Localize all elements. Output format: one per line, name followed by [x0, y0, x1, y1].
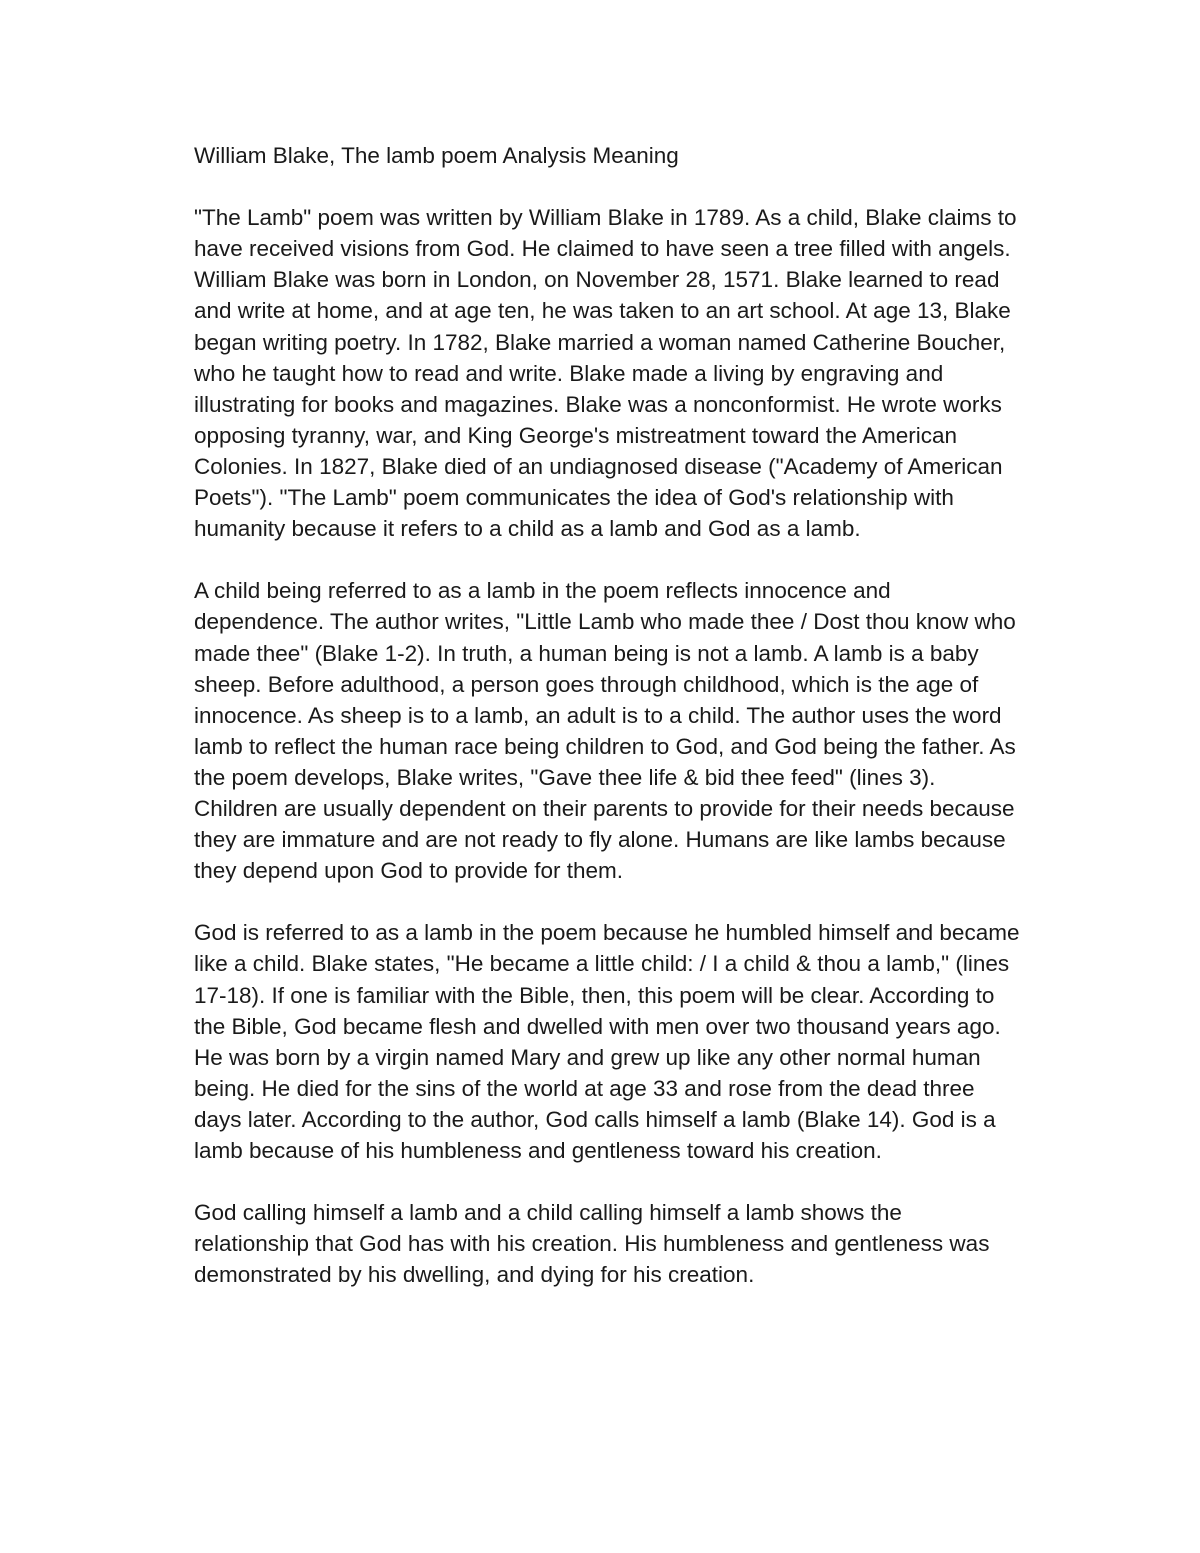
text-line: the Bible, God became flesh and dwelled with men over two thousand years ago.	[194, 1013, 1001, 1039]
paragraph-list	[194, 202, 1074, 1290]
text-line: 17-18). If one is familiar with the Bible, then, this poem will be clear. According to	[194, 982, 995, 1008]
text-line: William Blake was born in London, on November 28, 1571. Blake learned to read	[194, 267, 1000, 293]
text-line: "The Lamb" poem was written by William Blake in 1789. As a child, Blake claims to	[194, 205, 1017, 231]
text-line: Children are usually dependent on their parents to provide for their needs because	[194, 795, 1015, 821]
text-line: they depend upon God to provide for them.	[194, 858, 624, 884]
text-line: innocence. As sheep is to a lamb, an adult is to a child. The author uses the word	[194, 702, 1002, 728]
text-line: He was born by a virgin named Mary and grew up like any other normal human	[194, 1044, 981, 1070]
text-line: sheep. Before adulthood, a person goes through childhood, which is the age of	[194, 671, 979, 697]
text-line: lamb because of his humbleness and gentleness toward his creation.	[194, 1138, 882, 1163]
text-line: they are immature and are not ready to fly alone. Humans are like lambs because	[194, 827, 1006, 853]
text-line: demonstrated by his dwelling, and dying for his creation.	[194, 1262, 755, 1288]
text-line: God is referred to as a lamb in the poem because he humbled himself and became	[194, 920, 1020, 946]
text-line: being. He died for the sins of the world at age 33 and rose from the dead three	[194, 1075, 975, 1101]
text-line: God calling himself a lamb and a child calling himself a lamb shows the	[194, 1200, 902, 1226]
text-line: relationship that God has with his creation. His humbleness and gentleness was	[194, 1231, 990, 1257]
title-line: William Blake, The lamb poem Analysis Meaning	[194, 143, 679, 168]
text-line: lamb to reflect the human race being children to God, and God being the father. As	[194, 733, 1016, 759]
text-line: and write at home, and at age ten, he was taken to an art school. At age 13, Blake	[194, 298, 1011, 324]
text-line: opposing tyranny, war, and King George's mistreatment toward the American	[194, 422, 958, 448]
text-line: A child being referred to as a lamb in the poem reflects innocence and	[194, 578, 891, 604]
paragraph-1	[194, 202, 1074, 544]
text-line: dependence. The author writes, "Little Lamb who made thee / Dost thou know who	[194, 609, 1016, 635]
document-body	[194, 140, 1074, 1322]
text-line: the poem develops, Blake writes, "Gave thee life & bid thee feed" (lines 3).	[194, 764, 936, 790]
text-line: made thee" (Blake 1-2). In truth, a human being is not a lamb. A lamb is a baby	[194, 640, 979, 666]
text-line: have received visions from God. He claimed to have seen a tree filled with angels.	[194, 236, 1011, 262]
text-line: humanity because it refers to a child as a lamb and God as a lamb.	[194, 516, 861, 542]
text-line: like a child. Blake states, "He became a little child: / I a child & thou a lamb," (lines	[194, 951, 1010, 977]
document-title	[194, 140, 1074, 171]
paragraph-2	[194, 575, 1074, 886]
text-line: Colonies. In 1827, Blake died of an undiagnosed disease ("Academy of American	[194, 453, 1003, 479]
paragraph-4	[194, 1197, 1074, 1290]
paragraph-3	[194, 917, 1074, 1166]
text-line: days later. According to the author, God calls himself a lamb (Blake 14). God is a	[194, 1106, 996, 1132]
text-line: illustrating for books and magazines. Blake was a nonconformist. He wrote works	[194, 391, 1002, 417]
text-line: began writing poetry. In 1782, Blake married a woman named Catherine Boucher,	[194, 329, 1006, 355]
text-line: who he taught how to read and write. Blake made a living by engraving and	[194, 360, 944, 386]
text-line: Poets"). "The Lamb" poem communicates the idea of God's relationship with	[194, 485, 954, 511]
